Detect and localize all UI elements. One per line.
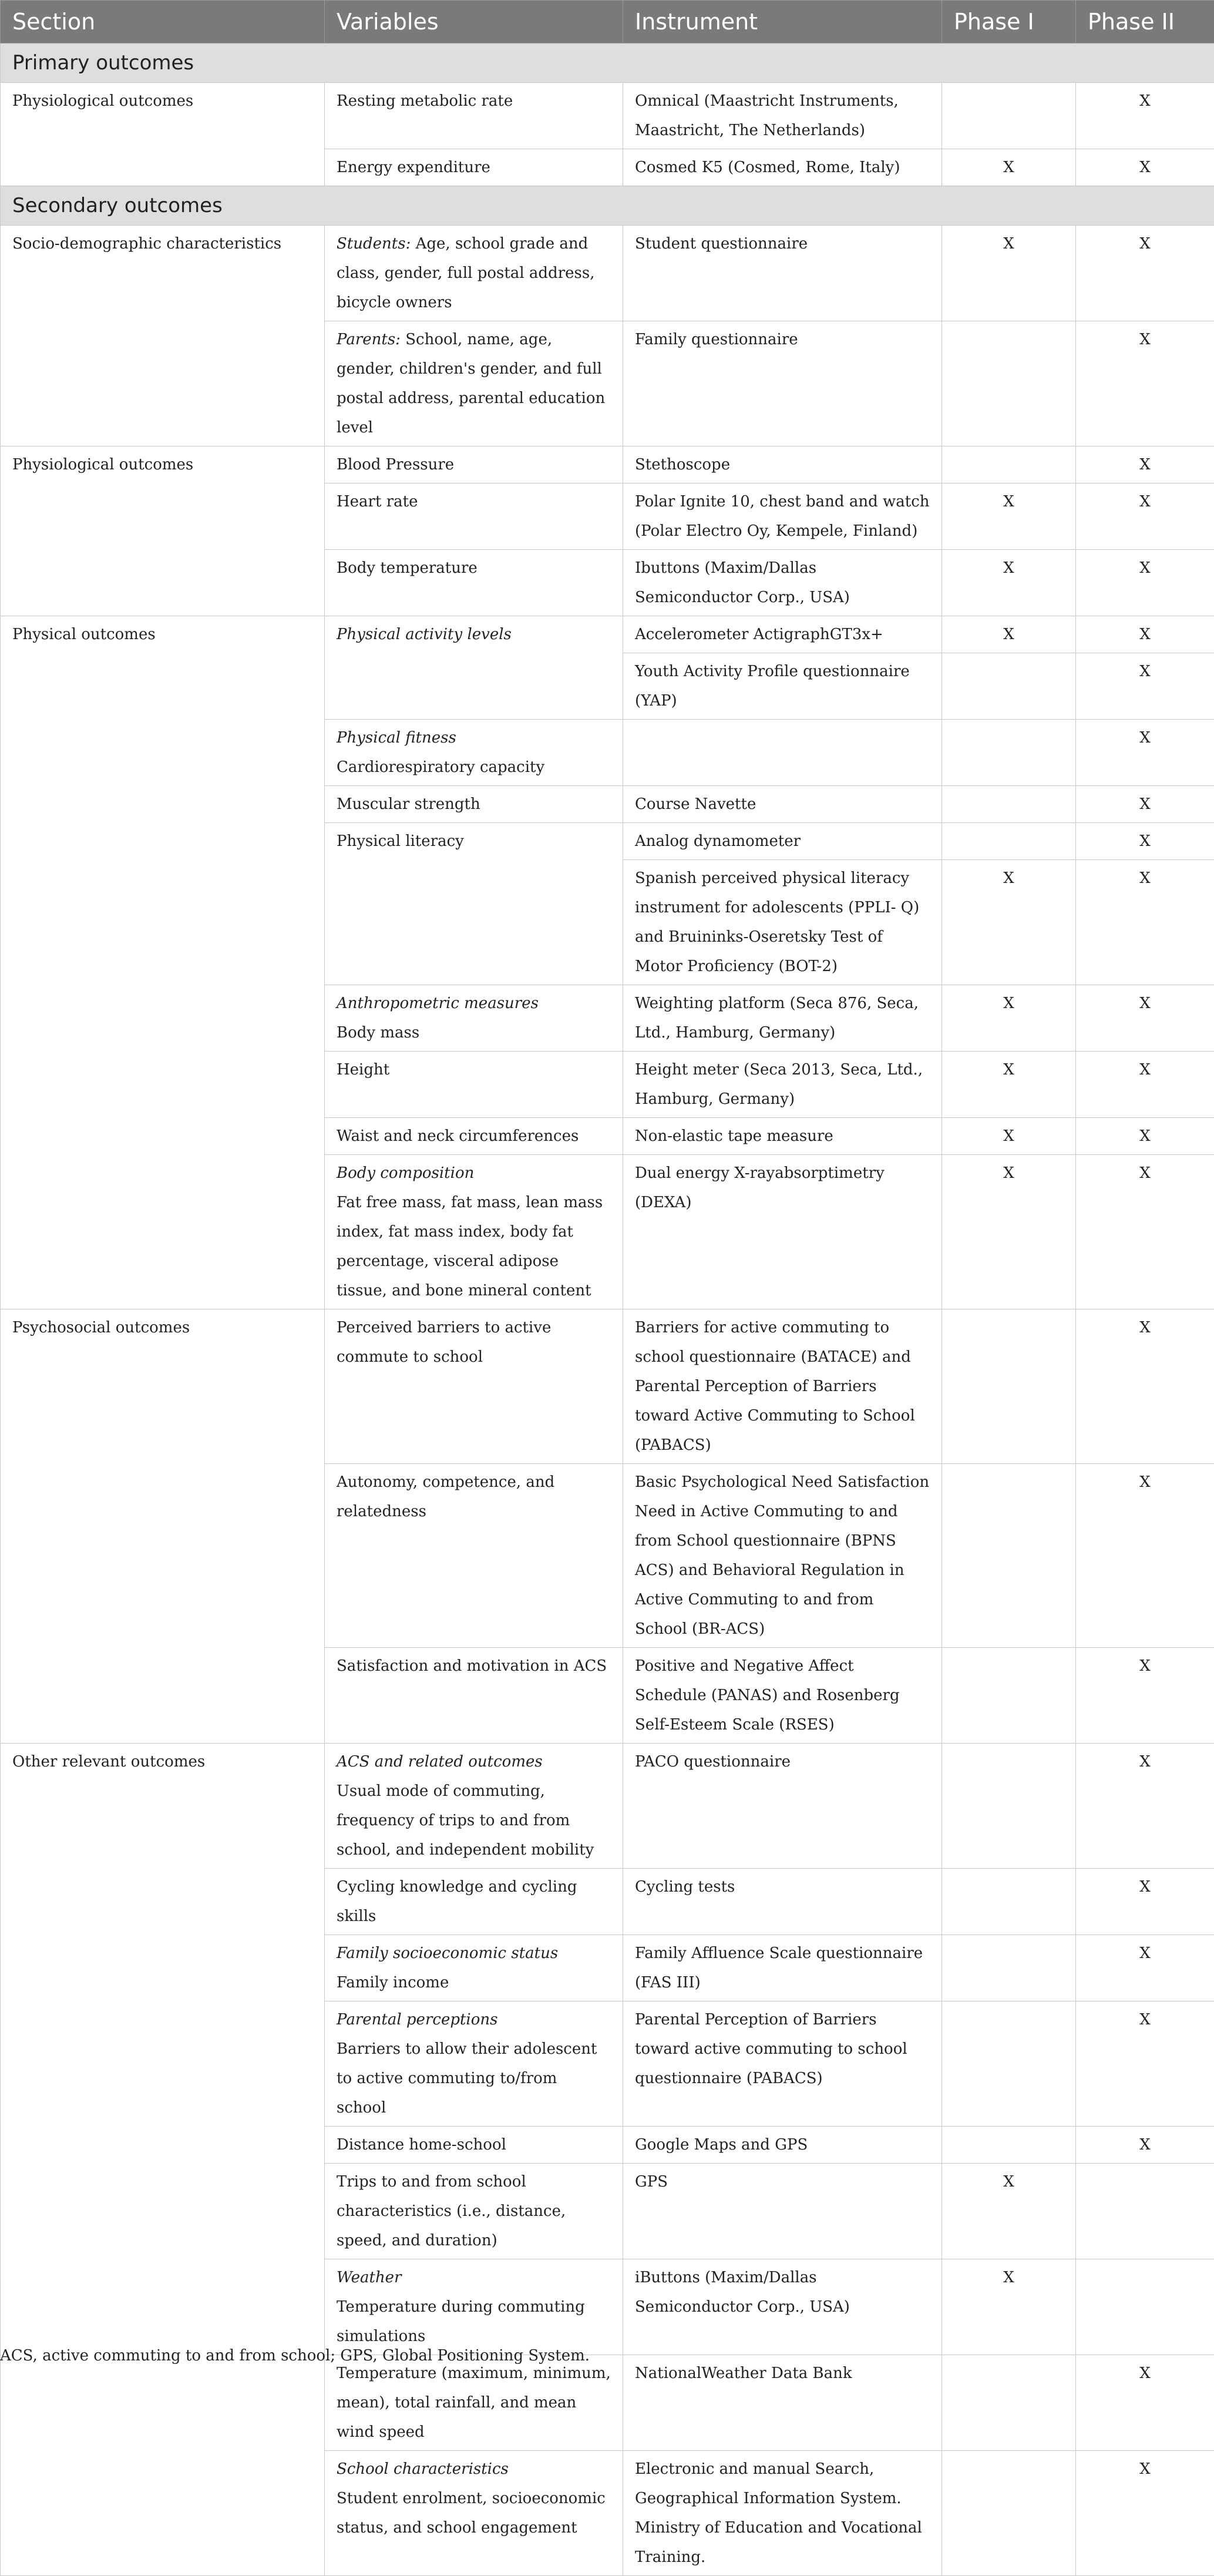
section-cell: Physical outcomes (1, 616, 325, 1309)
phase-1-mark (942, 1744, 1076, 1869)
instrument-text: Polar Ignite 10, chest band and watch (Polar Electro Oy, Kempele, Finland) (635, 487, 930, 546)
variables-cell (325, 226, 623, 321)
phase-2-mark: X (1076, 1744, 1214, 1869)
variables-cell (325, 1648, 623, 1744)
variables-cell (325, 786, 623, 823)
instrument-cell (623, 786, 942, 823)
variables-cell (325, 1869, 623, 1935)
instrument-cell (623, 1464, 942, 1648)
phase-2-mark: X (1076, 1869, 1214, 1935)
phase-2-mark: X (1076, 226, 1214, 321)
phase-1-mark: X (942, 1052, 1076, 1118)
variables-cell (325, 149, 623, 186)
phase-2-mark (1076, 2259, 1214, 2355)
phase-1-mark: X (942, 483, 1076, 550)
instrument-cell (623, 823, 942, 860)
phase-2-mark: X (1076, 1309, 1214, 1464)
instrument-cell (623, 720, 942, 786)
instrument-cell (623, 653, 942, 720)
instrument-cell (623, 1869, 942, 1935)
group-header-row (1, 43, 1214, 83)
phase-2-mark: X (1076, 1464, 1214, 1648)
variable-text: Heart rate (337, 493, 418, 511)
variable-heading: Students: (337, 235, 411, 253)
table-row (1, 446, 1214, 483)
phase-1-mark (942, 2355, 1076, 2451)
variable-text: School, name, age, gender, children's gender, and full postal address, parental education level (337, 331, 605, 436)
variable-text: Usual mode of commuting, frequency of trips to and from school, and independent mobility (337, 1782, 594, 1859)
instrument-text: Course Navette (635, 790, 930, 819)
variable-text: Temperature (maximum, minimum, mean), total rainfall, and mean wind speed (337, 2365, 611, 2441)
instrument-text: Youth Activity Profile questionnaire (YAP) (635, 657, 930, 716)
variables-cell (325, 720, 623, 786)
table-row (1, 616, 1214, 653)
phase-1-mark: X (942, 149, 1076, 186)
instrument-cell (623, 149, 942, 186)
variable-text: Satisfaction and motivation in ACS (337, 1657, 607, 1675)
instrument-text: Family Affluence Scale questionnaire (FAS III) (635, 1939, 930, 1997)
phase-1-mark (942, 720, 1076, 786)
instrument-text: Height meter (Seca 2013, Seca, Ltd., Hamburg, Germany) (635, 1055, 930, 1114)
section-cell: Socio-demographic characteristics (1, 226, 325, 446)
variable-heading: ACS and related outcomes (337, 1753, 543, 1771)
variables-cell (325, 2164, 623, 2259)
variable-heading: Body composition (337, 1164, 474, 1182)
phase-1-mark: X (942, 226, 1076, 321)
phase-2-mark: X (1076, 83, 1214, 149)
phase-2-mark: X (1076, 786, 1214, 823)
instrument-cell (623, 1309, 942, 1464)
instrument-text: Positive and Negative Affect Schedule (PANAS) and Rosenberg Self-Esteem Scale (RSES) (635, 1651, 930, 1739)
variables-cell (325, 550, 623, 616)
variable-text: Barriers to allow their adolescent to active commuting to/from school (337, 2040, 597, 2117)
group-title: Primary outcomes (1, 43, 1214, 83)
header-phase-1: Phase I (942, 1, 1076, 43)
phase-1-mark (942, 2451, 1076, 2576)
instrument-text: Analog dynamometer (635, 827, 930, 856)
instrument-text: Ministry of Education and Vocational Training. (635, 2513, 930, 2572)
variables-cell (325, 823, 623, 985)
variables-cell (325, 2355, 623, 2451)
phase-2-mark: X (1076, 550, 1214, 616)
variable-text: Muscular strength (337, 795, 480, 813)
variable-text: Physical literacy (337, 832, 464, 850)
variable-heading: Weather (337, 2269, 402, 2286)
variable-heading: Family socioeconomic status (337, 1944, 558, 1962)
phase-1-mark (942, 2001, 1076, 2127)
instrument-cell (623, 226, 942, 321)
instrument-text: NationalWeather Data Bank (635, 2359, 930, 2388)
phase-1-mark (942, 1464, 1076, 1648)
section-cell: Other relevant outcomes (1, 1744, 325, 2576)
variable-text: Waist and neck circumferences (337, 1127, 579, 1145)
phase-1-mark (942, 1309, 1076, 1464)
variables-cell (325, 985, 623, 1052)
header-row (1, 1, 1214, 43)
table-row (1, 1309, 1214, 1464)
phase-1-mark: X (942, 985, 1076, 1052)
instrument-text: PACO questionnaire (635, 1747, 930, 1776)
phase-2-mark: X (1076, 1155, 1214, 1309)
variable-text: Temperature during commuting simulations (337, 2298, 585, 2345)
phase-2-mark: X (1076, 483, 1214, 550)
instrument-cell (623, 985, 942, 1052)
variable-text: Trips to and from school characteristics (i.e., distance, speed, and duration) (337, 2173, 566, 2249)
table-row (1, 1744, 1214, 1869)
phase-2-mark: X (1076, 2127, 1214, 2164)
instrument-cell (623, 321, 942, 446)
variable-heading: School characteristics (337, 2460, 509, 2478)
variable-text: Resting metabolic rate (337, 92, 513, 110)
group-title: Secondary outcomes (1, 186, 1214, 226)
instrument-cell (623, 2164, 942, 2259)
variables-cell (325, 1744, 623, 1869)
variable-heading: Anthropometric measures (337, 995, 539, 1012)
instrument-text: Dual energy X-rayabsorptimetry (DEXA) (635, 1158, 930, 1217)
phase-1-mark (942, 446, 1076, 483)
variable-text: Blood Pressure (337, 456, 454, 473)
instrument-cell (623, 1052, 942, 1118)
instrument-text: Non-elastic tape measure (635, 1121, 930, 1151)
table-body (1, 43, 1214, 2576)
instrument-cell (623, 1744, 942, 1869)
variable-heading: Physical activity levels (337, 626, 512, 643)
variables-cell (325, 1464, 623, 1648)
phase-2-mark: X (1076, 1052, 1214, 1118)
instrument-text: Student questionnaire (635, 229, 930, 258)
instrument-text: Cycling tests (635, 1872, 930, 1902)
phase-2-mark: X (1076, 321, 1214, 446)
variables-cell (325, 2127, 623, 2164)
instrument-cell (623, 2001, 942, 2127)
header-instrument: Instrument (623, 1, 942, 43)
instrument-text: GPS (635, 2167, 930, 2197)
instrument-text: Weighting platform (Seca 876, Seca, Ltd., Hamburg, Germany) (635, 989, 930, 1047)
instrument-text: Omnical (Maastricht Instruments, Maastricht, The Netherlands) (635, 86, 930, 145)
section-cell: Physiological outcomes (1, 83, 325, 186)
section-cell: Psychosocial outcomes (1, 1309, 325, 1744)
header-phase-2: Phase II (1076, 1, 1214, 43)
phase-1-mark: X (942, 550, 1076, 616)
section-cell: Physiological outcomes (1, 446, 325, 616)
phase-2-mark: X (1076, 1648, 1214, 1744)
instrument-text: Ibuttons (Maxim/Dallas Semiconductor Corp., USA) (635, 553, 930, 612)
table-row (1, 226, 1214, 321)
variable-text: Perceived barriers to active commute to school (337, 1319, 551, 1366)
phase-2-mark: X (1076, 616, 1214, 653)
phase-2-mark: X (1076, 2355, 1214, 2451)
phase-1-mark (942, 321, 1076, 446)
instrument-text: Parental Perception of Barriers toward active commuting to school questionnaire (PABACS) (635, 2005, 930, 2093)
instrument-cell (623, 1155, 942, 1309)
instrument-cell (623, 446, 942, 483)
instrument-text: Family questionnaire (635, 325, 930, 354)
variable-heading: Parents: (337, 331, 401, 348)
phase-2-mark: X (1076, 149, 1214, 186)
phase-1-mark: X (942, 2164, 1076, 2259)
variable-text: Cardiorespiratory capacity (337, 758, 544, 776)
variable-text: Energy expenditure (337, 159, 490, 176)
phase-1-mark (942, 786, 1076, 823)
instrument-cell (623, 483, 942, 550)
instrument-text: Spanish perceived physical literacy instrument for adolescents (PPLI- Q) and Bruininks-Oseretsky Test of Motor Proficiency (BOT-2) (635, 864, 930, 981)
phase-1-mark: X (942, 616, 1076, 653)
phase-2-mark: X (1076, 653, 1214, 720)
variable-text: Body mass (337, 1024, 419, 1042)
instrument-cell (623, 1648, 942, 1744)
variable-text: Height (337, 1061, 389, 1079)
instrument-cell (623, 2127, 942, 2164)
phase-2-mark: X (1076, 446, 1214, 483)
variable-text: Body temperature (337, 559, 477, 577)
phase-1-mark (942, 83, 1076, 149)
instrument-cell (623, 616, 942, 653)
phase-1-mark: X (942, 2259, 1076, 2355)
phase-1-mark (942, 1935, 1076, 2001)
variable-heading: Physical fitness (337, 729, 456, 747)
instrument-text: Google Maps and GPS (635, 2130, 930, 2159)
phase-2-mark: X (1076, 2001, 1214, 2127)
variable-text: Fat free mass, fat mass, lean mass index, fat mass index, body fat percentage, visceral adipose tissue, and bone mineral content (337, 1194, 603, 1299)
phase-1-mark (942, 653, 1076, 720)
phase-1-mark: X (942, 860, 1076, 985)
table-footnote: ACS, active commuting to and from school; GPS, Global Positioning System. (0, 2344, 1214, 2367)
variables-cell (325, 1935, 623, 2001)
variable-text: Family income (337, 1974, 449, 1991)
instrument-text: Cosmed K5 (Cosmed, Rome, Italy) (635, 153, 930, 182)
variables-cell (325, 1155, 623, 1309)
variables-cell (325, 2001, 623, 2127)
phase-2-mark (1076, 2164, 1214, 2259)
phase-1-mark: X (942, 1155, 1076, 1309)
variables-cell (325, 616, 623, 720)
instrument-cell (623, 2451, 942, 2576)
instrument-cell (623, 550, 942, 616)
phase-1-mark (942, 1648, 1076, 1744)
header-variables: Variables (325, 1, 623, 43)
variable-text: Student enrolment, socioeconomic status, and school engagement (337, 2490, 606, 2537)
variables-cell (325, 446, 623, 483)
phase-2-mark: X (1076, 1118, 1214, 1155)
instrument-cell (623, 1935, 942, 2001)
table-row (1, 83, 1214, 149)
instrument-cell (623, 83, 942, 149)
variables-cell (325, 2451, 623, 2576)
variables-cell (325, 321, 623, 446)
variable-text: Cycling knowledge and cycling skills (337, 1878, 577, 1925)
instrument-text: Accelerometer ActigraphGT3x+ (635, 620, 930, 649)
instrument-cell (623, 2259, 942, 2355)
variables-cell (325, 1309, 623, 1464)
phase-2-mark: X (1076, 823, 1214, 860)
instrument-cell (623, 2355, 942, 2451)
phase-1-mark (942, 2127, 1076, 2164)
instrument-cell (623, 860, 942, 985)
phase-2-mark: X (1076, 985, 1214, 1052)
variable-text: Age, school grade and class, gender, full postal address, bicycle owners (337, 235, 595, 311)
phase-2-mark: X (1076, 720, 1214, 786)
instrument-text: Stethoscope (635, 450, 930, 479)
instrument-cell (623, 1118, 942, 1155)
variable-text: Autonomy, competence, and relatedness (337, 1473, 554, 1520)
instrument-text: Basic Psychological Need Satisfaction Need in Active Commuting to and from School questionnaire (BPNS ACS) and Behavioral Regulation in Active Commuting to and from School (BR-ACS) (635, 1467, 930, 1644)
variables-cell (325, 2259, 623, 2355)
phase-1-mark (942, 823, 1076, 860)
variable-text: Distance home-school (337, 2136, 506, 2154)
instrument-text: Barriers for active commuting to school questionnaire (BATACE) and Parental Perception of Barriers toward Active Commuting to School (PABACS) (635, 1313, 930, 1460)
variables-cell (325, 83, 623, 149)
phase-1-mark (942, 1869, 1076, 1935)
variables-cell (325, 1118, 623, 1155)
phase-2-mark: X (1076, 1935, 1214, 2001)
group-header-row (1, 186, 1214, 226)
phase-2-mark: X (1076, 2451, 1214, 2576)
instrument-text: Electronic and manual Search, Geographical Information System. (635, 2454, 930, 2513)
variables-cell (325, 483, 623, 550)
header-section: Section (1, 1, 325, 43)
instrument-text: iButtons (Maxim/Dallas Semiconductor Corp., USA) (635, 2263, 930, 2322)
variables-cell (325, 1052, 623, 1118)
phase-2-mark: X (1076, 860, 1214, 985)
phase-1-mark: X (942, 1118, 1076, 1155)
variable-heading: Parental perceptions (337, 2011, 497, 2028)
